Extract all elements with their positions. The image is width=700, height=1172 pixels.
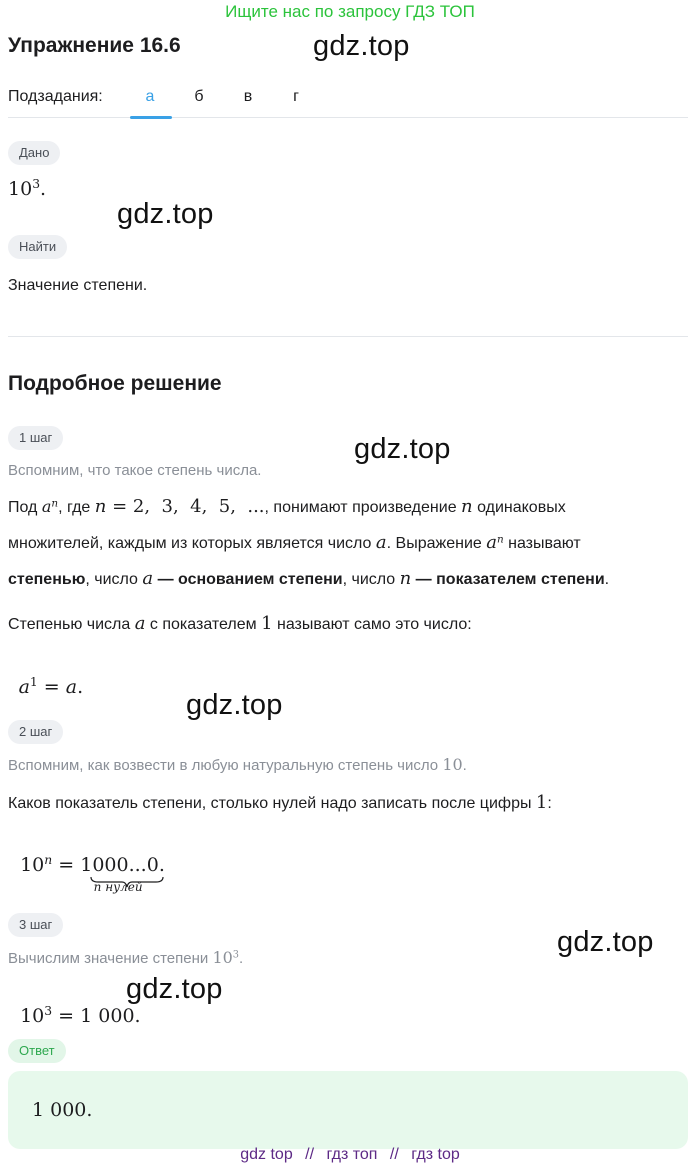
given-expression: $10^3$. [8,177,47,200]
footer-separator: // [305,1146,315,1163]
footer-separator: // [389,1146,399,1163]
watermark: gdz.top [186,689,283,721]
step2-hint: Вспомним, как возвести в любую натуральную степень число 10. [8,755,467,774]
watermark: gdz.top [117,198,214,230]
subtasks-label: Подзадания: [8,88,103,105]
footer-link[interactable]: gdz top [240,1146,293,1163]
watermark: gdz.top [126,973,223,1005]
step1-line4: Степенью числа a с показателем 1 называют само это число: [8,613,472,634]
solution-title: Подробное решение [8,372,222,395]
step1-hint: Вспомним, что такое степень числа. [8,462,262,479]
tab-a[interactable]: а [145,88,155,105]
step1-line3: степенью, число a — основанием степени, число n — показателем степени. [8,568,610,589]
step2-underbrace-label: n нулей [93,880,143,894]
tab-b[interactable]: б [194,88,204,105]
step1-formula: $a^1 = a$. [18,675,84,698]
subtasks-bar [8,84,688,118]
active-tab-indicator [130,116,172,119]
tab-g[interactable]: г [293,88,299,105]
footer-link[interactable]: гдз top [411,1146,460,1163]
answer-box [8,1071,688,1149]
answer-value: 1 000. [32,1099,93,1121]
step1-line2: множителей, каждым из которых является число a. Выражение $a^n$ называют [8,532,581,553]
step1-line1: Под $a^n$, где n = 2, 3, 4, 5, ..., понимают произведение n одинаковых [8,496,566,517]
answer-chip: Ответ [8,1039,66,1063]
find-chip: Найти [8,235,67,259]
footer-link[interactable]: гдз топ [326,1146,378,1163]
footer-links [0,1146,700,1164]
watermark: gdz.top [313,30,410,62]
find-text: Значение степени. [8,277,148,294]
step2-text: Каков показатель степени, столько нулей надо записать после цифры 1: [8,792,552,813]
watermark: gdz.top [354,433,451,465]
tab-v[interactable]: в [243,88,253,105]
step2-chip: 2 шаг [8,720,63,744]
given-chip: Дано [8,141,60,165]
section-divider [8,336,688,337]
step1-chip: 1 шаг [8,426,63,450]
step3-formula: $10^3 = 1$ 000. [20,1004,141,1027]
step3-chip: 3 шаг [8,913,63,937]
watermark: gdz.top [557,926,654,958]
page-title: Упражнение 16.6 [8,34,181,57]
step2-formula: $10^n = 1000...0$ . [8,832,165,876]
step3-hint: Вычислим значение степени $10^3$. [8,948,244,967]
top-banner: Ищите нас по запросу ГДЗ ТОП [225,2,475,21]
